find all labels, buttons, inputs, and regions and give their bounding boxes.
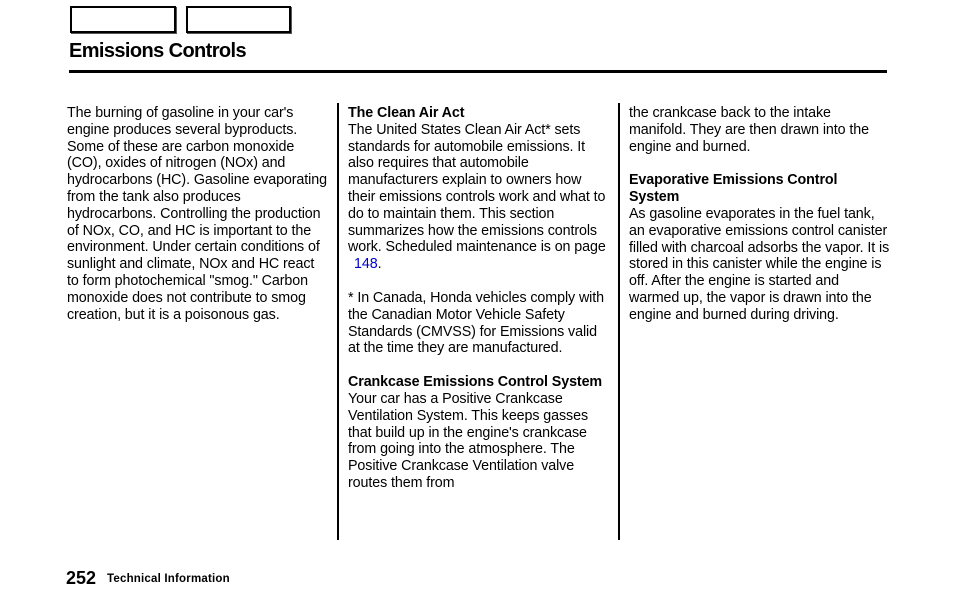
crankcase-heading: Crankcase Emissions Control System (348, 374, 603, 391)
clean-air-act-paragraph (348, 122, 610, 273)
intro-paragraph: The burning of gasoline in your car's engine produces several byproducts. Some of these are carbon monoxide (CO), oxides of nitrogen (NOx) and hydrocarbons (HC). Gasoline evaporating from the tank also produces hydrocarbons. Controlling the production of NOx, CO, and HC is important to the environment. Under certain conditions of sunlight and climate, NOx and HC react to form photochemical "smog." Carbon monoxide does not contribute to smog creation, but it is a poisonous gas. (67, 105, 327, 323)
page-title: Emissions Controls (69, 40, 247, 62)
title-divider (69, 70, 887, 73)
page-number: 252 (66, 568, 97, 588)
column-divider-1 (337, 103, 339, 540)
column-evaporative (629, 105, 891, 324)
crankcase-paragraph: Your car has a Positive Crankcase Ventilation System. This keeps gasses that build up in the engine's crankcase from going into the atmosphere. The Positive Crankcase Ventilation valve routes them from (348, 390, 589, 491)
evaporative-paragraph: As gasoline evaporates in the fuel tank, an evaporative emissions control canister filled with charcoal adsorbs the vapor. It is stored in this canister while the engine is off. After the engine is started and warmed up, the vapor is drawn into the engine and burned during driving. (629, 205, 890, 323)
canada-footnote: * In Canada, Honda vehicles comply with the Canadian Motor Vehicle Safety Standards (CMVSS) for Emissions valid at the time they are manufactured. (348, 289, 604, 357)
clean-air-act-period: . (377, 256, 382, 273)
clean-air-act-heading: The Clean Air Act (348, 105, 465, 121)
column-intro (67, 105, 329, 323)
clean-air-act-body: The United States Clean Air Act* sets standards for automobile emissions. It also requires that automobile manufacturers explain to owners how their emissions controls work and what to do to maintain them. This section summarizes how the emissions controls work. Scheduled maintenance is on page (348, 121, 606, 256)
evaporative-heading: Evaporative Emissions Control System (629, 172, 838, 206)
nav-button-main-menu[interactable] (70, 6, 176, 33)
page-148-link[interactable]: 148 (354, 256, 378, 273)
crankcase-continued: the crankcase back to the intake manifold. They are then drawn into the engine and burned. (629, 105, 869, 155)
column-divider-2 (618, 103, 620, 540)
column-clean-air-act (348, 105, 610, 492)
section-name: Technical Information (107, 573, 230, 585)
nav-button-index[interactable] (186, 6, 291, 33)
